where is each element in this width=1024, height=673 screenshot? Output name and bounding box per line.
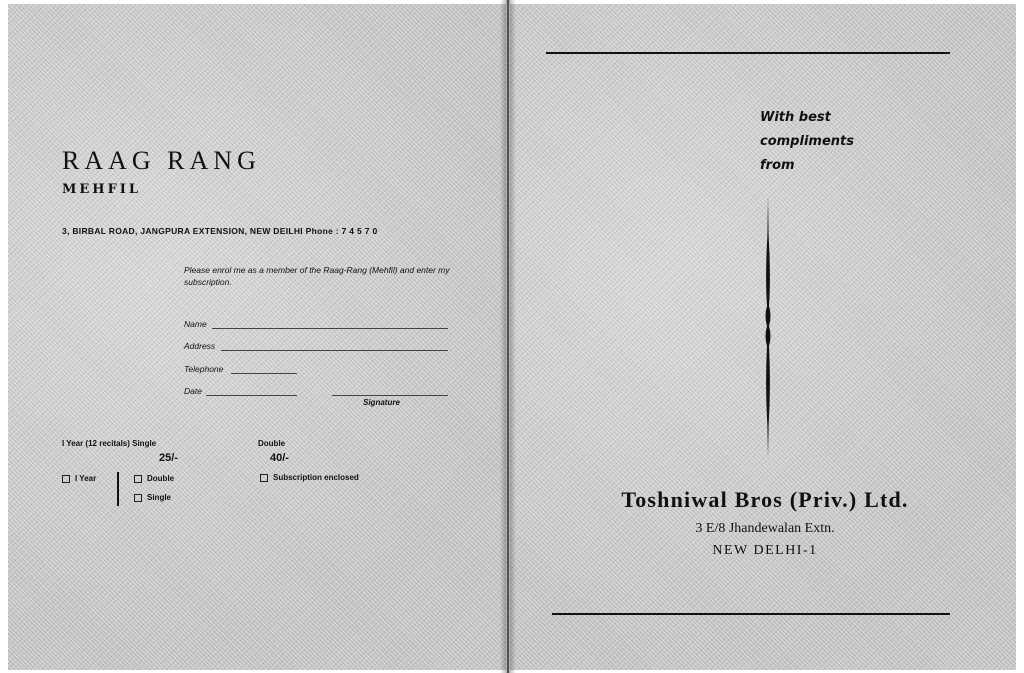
compliments-text (760, 106, 854, 178)
checkbox-icon[interactable] (260, 474, 268, 482)
double-option-label: Double (147, 474, 175, 483)
single-price: 25/- (159, 452, 178, 464)
company-address-block (520, 518, 1010, 562)
address-text: 3, BIRBAL ROAD, JANGPURA EXTENSION, NEW DEILHI Phone : (62, 226, 339, 236)
company-city: NEW DELHI-1 (712, 543, 818, 558)
ornament-divider-icon (758, 196, 778, 458)
signature-field[interactable] (332, 395, 448, 396)
one-year-label: I Year (75, 474, 97, 483)
address-field[interactable] (221, 350, 448, 351)
compliments-line-2: compliments (760, 134, 854, 149)
subscription-enclosed-option[interactable] (260, 473, 359, 482)
checkbox-icon[interactable] (62, 475, 70, 483)
name-label: Name (184, 319, 207, 329)
company-address: 3 E/8 Jhandewalan Extn. (695, 521, 835, 536)
telephone-label: Telephone (184, 364, 224, 374)
single-option[interactable] (134, 493, 171, 502)
subscription-enclosed-label: Subscription enclosed (273, 473, 359, 482)
page-subtitle: MEHFIL (62, 182, 142, 197)
book-spine (500, 0, 516, 673)
left-page (8, 4, 506, 670)
checkbox-icon[interactable] (134, 494, 142, 502)
date-label: Date (184, 386, 202, 396)
company-name: Toshniwal Bros (Priv.) Ltd. (621, 487, 909, 512)
double-option[interactable] (134, 474, 174, 483)
telephone-field[interactable] (231, 373, 297, 374)
single-option-label: Single (147, 493, 172, 502)
top-rule (546, 52, 950, 54)
name-field[interactable] (212, 328, 448, 329)
double-label: Double (258, 439, 286, 448)
phone-number: 74570 (341, 226, 381, 236)
double-price: 40/- (270, 452, 289, 464)
option-divider (117, 472, 119, 506)
bottom-rule (552, 613, 950, 615)
compliments-line-1: With best (760, 110, 831, 125)
address-label: Address (184, 341, 216, 351)
date-field[interactable] (206, 395, 297, 396)
checkbox-icon[interactable] (134, 475, 142, 483)
one-year-option[interactable] (62, 474, 96, 483)
period-label: I Year (12 recitals) Single (62, 439, 157, 448)
compliments-line-3: from (760, 158, 795, 173)
address-line (62, 226, 380, 236)
enrol-text: Please enrol me as a member of the Raag-Rang (Mehfil) and enter my subscription. (184, 265, 450, 287)
page-title: RAAG RANG (62, 146, 261, 175)
signature-label: Signature (363, 398, 400, 407)
